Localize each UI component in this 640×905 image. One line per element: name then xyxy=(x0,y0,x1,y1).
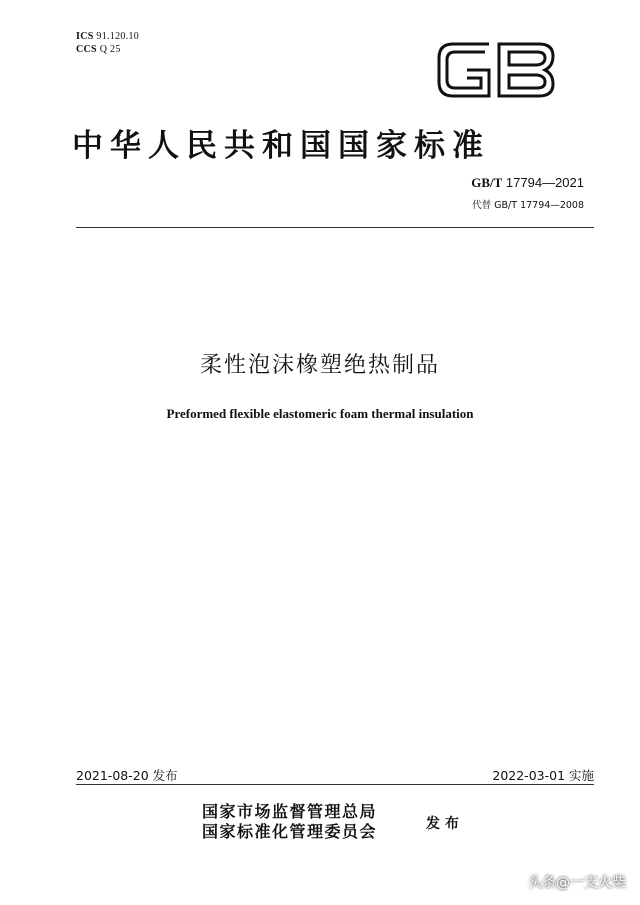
standard-number xyxy=(471,175,584,191)
replaces-label: 代替 xyxy=(472,200,492,211)
gb-logo xyxy=(433,38,559,102)
ccs-value: Q 25 xyxy=(99,44,121,55)
ics-label: ICS xyxy=(76,31,94,42)
implementation-date: 2022-03-01 实施 xyxy=(492,768,594,783)
issuer-line-1: 国家市场监督管理总局 xyxy=(202,802,378,821)
national-standard-heading: 中华人民共和国国家标准 xyxy=(72,128,490,164)
standard-number-value: 17794—2021 xyxy=(505,175,584,190)
ccs-label: CCS xyxy=(76,44,97,55)
classification-codes xyxy=(76,30,139,56)
document-title-chinese: 柔性泡沫橡塑绝热制品 xyxy=(199,353,440,378)
issue-action: 发布 xyxy=(426,816,464,832)
bottom-divider xyxy=(76,784,594,785)
ics-code xyxy=(76,30,139,43)
top-divider xyxy=(76,227,594,228)
document-title-english: Preformed flexible elastomeric foam thermal insulation xyxy=(166,406,474,421)
standard-number-prefix: GB/T xyxy=(471,175,503,190)
issue-date: 2021-08-20 发布 xyxy=(76,768,178,783)
replaces-number: 17794—2008 xyxy=(520,200,584,211)
issuing-authorities xyxy=(202,802,377,842)
issuer-line-2: 国家标准化管理委员会 xyxy=(202,822,378,841)
replaces-prefix: GB/T xyxy=(494,200,518,211)
watermark: 头条@一支火柴 xyxy=(528,875,626,891)
ccs-code xyxy=(76,43,139,56)
ics-value: 91.120.10 xyxy=(96,31,140,42)
replaces-standard xyxy=(472,197,584,211)
